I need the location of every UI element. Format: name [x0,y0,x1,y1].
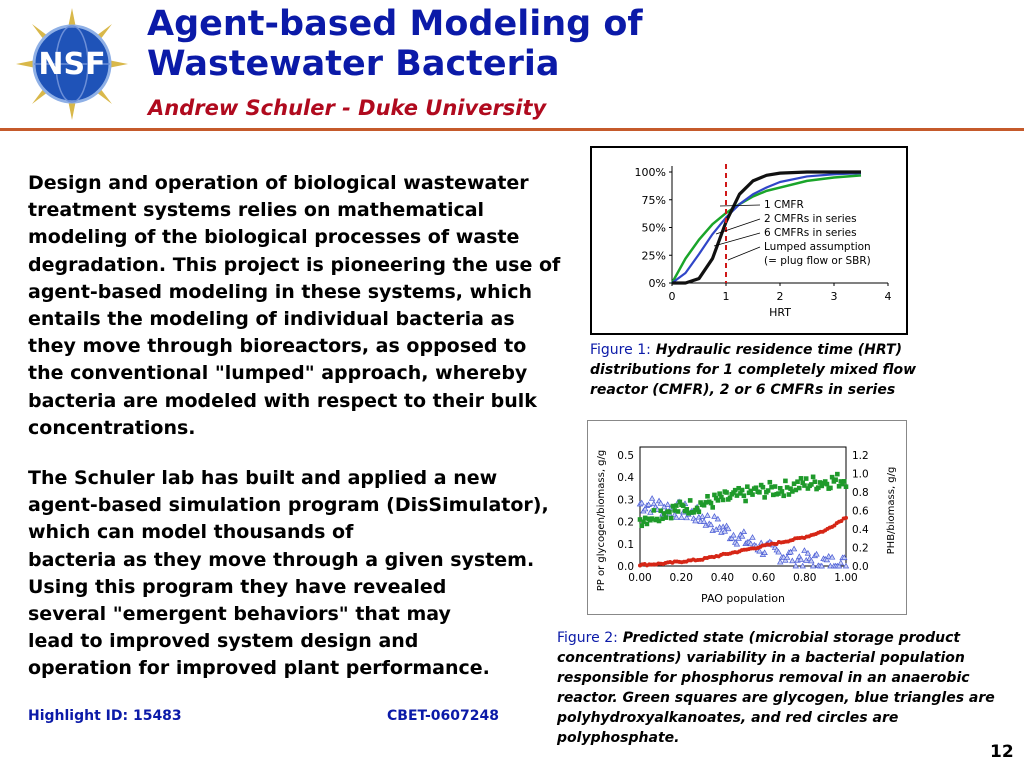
f2-y-tick-label: 0.4 [617,472,634,485]
paragraph-2: The Schuler lab has built and applied a new agent-based simulation program (DisSimulator), which can model thousands of bacteria as they move through a given system. Using this program they have revealed several "emergent behaviors" that may lead to improved system design and operation for improved plant performance. [28,467,549,680]
f2-phb-point [838,560,843,565]
f2-x-tick-label: 0.20 [669,572,693,584]
f1-legend-pointer [720,205,760,206]
highlight-id: Highlight ID: 15483 [28,708,182,724]
nsf-logo [16,8,128,120]
f2-glycogen-point [667,510,672,515]
f2-glycogen-point [639,523,644,528]
figure-2-label: Figure 2: [557,630,618,646]
f1-x-tick-label: 0 [668,290,676,303]
f2-glycogen-point [750,492,755,497]
f1-y-tick-label: 100% [634,166,666,179]
f2-phb-point [790,558,795,563]
header-divider [0,128,1024,131]
f2-phb-point [650,496,655,501]
f2-glycogen-point [762,495,767,500]
f2-y2-tick-label: 0.2 [852,542,869,555]
f2-y-axis-title: PP or glycogen/biomass, g/g [596,449,607,592]
f1-x-axis-title: HRT [769,306,791,319]
f2-glycogen-point [664,515,669,520]
f1-legend-label: 1 CMFR [764,199,804,211]
f2-y-tick-label: 0.5 [617,450,634,462]
author-byline: Andrew Schuler - Duke University [148,96,547,120]
f2-glycogen-point [740,488,745,493]
f2-phb-point [712,514,717,519]
f2-glycogen-point [652,508,657,513]
f2-phb-point [700,514,705,519]
f2-glycogen-point [844,484,849,489]
title-line-2: Wastewater Bacteria [147,44,560,84]
f2-glycogen-point [697,509,702,514]
f2-glycogen-point [842,479,847,484]
f2-glycogen-point [835,472,840,477]
f2-phb-point [705,513,710,518]
page-number: 12 [990,742,1014,762]
f2-glycogen-point [804,476,809,481]
f2-pp-point [844,516,848,520]
f2-y-tick-label: 0.0 [617,561,634,573]
figure-2-caption-text: Predicted state (microbial storage product concentrations) variability in a bacterial population responsible for phosphorus removal in an anaerobic reactor. Green squares are glycogen, blue triangles are polyhydroxyalkanoates, and red circles are polyphosphate. [557,630,995,746]
f2-phb-point [750,535,755,540]
figure-1-label: Figure 1: [590,342,651,358]
f2-x-axis-title: PAO population [701,592,785,605]
f2-y2-tick-label: 0.4 [852,524,869,536]
f2-phb-point [778,559,783,564]
f1-x-tick-label: 4 [884,290,892,303]
title-line-1: Agent-based Modeling of [147,4,643,44]
f2-glycogen-point [688,498,693,503]
f2-x-tick-label: 0.80 [793,572,817,584]
f2-glycogen-point [721,498,726,503]
f1-x-tick-label: 1 [722,290,730,303]
logo-text: NSF [38,47,106,82]
f2-x-tick-label: 0.40 [710,572,735,584]
f2-phb-point [802,548,807,553]
f2-glycogen-point [768,480,773,485]
f2-glycogen-point [813,479,818,484]
f2-y2-tick-label: 0.6 [852,505,869,518]
f2-y2-tick-label: 0.8 [852,487,869,499]
f2-glycogen-point [781,493,786,498]
f2-glycogen-point [669,516,674,521]
f2-phb-point [665,502,670,507]
f1-legend-label: (= plug flow or SBR) [764,255,871,267]
f2-y-tick-label: 0.3 [617,494,634,507]
f1-y-tick-label: 25% [641,249,666,263]
figure-2-caption [557,628,1017,748]
f2-glycogen-point [828,486,833,491]
figure-1-caption-text: Hydraulic residence time (HRT) distributions for 1 completely mixed flow reactor (CMFR), 2 or 6 CMFRs in series [590,342,917,398]
f2-glycogen-point [757,490,762,495]
f2-phb-point [791,546,796,551]
f2-glycogen-point [773,484,778,489]
f1-y-tick-label: 0% [648,277,666,290]
f2-y2-tick-label: 1.0 [852,468,869,481]
f2-glycogen-point [811,475,816,480]
paragraph-1: Design and operation of biological wastewater treatment systems relies on mathematical modeling of the biological processes of waste degradation. This project is pioneering the use of agent-based modeling in these systems, which entails the modeling of individual bacteria as they move through bioreactors, as opposed to the conventional "lumped" approach, whereby bacteria are modeled with respect to their bulk concentrations. [28,172,561,439]
f2-glycogen-point [709,501,714,506]
f2-phb-point [731,533,736,538]
f2-glycogen-point [684,507,689,512]
f2-phb-point [679,515,684,520]
page-title [147,4,643,84]
figure-1-caption [590,340,970,400]
f2-glycogen-point [742,493,747,498]
f2-glycogen-point [783,479,788,484]
f1-legend-label: 2 CMFRs in series [764,213,857,225]
f2-x-tick-label: 0.60 [751,572,776,584]
f2-y-tick-label: 0.2 [617,516,634,529]
figure-2-chart [587,420,907,615]
award-number: CBET-0607248 [387,708,499,724]
f1-y-tick-label: 50% [641,221,666,235]
f1-legend-pointer [728,247,760,260]
f2-glycogen-point [833,477,838,482]
f2-glycogen-point [797,486,802,491]
f1-y-tick-label: 75% [641,193,666,207]
f2-glycogen-point [761,485,766,490]
f2-y2-axis-title: PHB/biomass, g/g [886,466,897,555]
f1-x-tick-label: 3 [830,290,838,303]
f1-x-tick-label: 2 [776,290,784,303]
f2-glycogen-point [705,494,710,499]
f2-glycogen-point [754,485,759,490]
f2-glycogen-point [676,509,681,514]
f2-y-tick-label: 0.1 [617,538,634,551]
program-name: DisSimulator [394,494,533,517]
f2-glycogen-point [710,505,715,510]
f2-x-tick-label: 1.00 [834,572,858,584]
f2-glycogen-point [745,484,750,489]
f1-legend-label: Lumped assumption [764,241,871,253]
f1-legend-label: 6 CMFRs in series [764,227,857,239]
f2-phb-point [741,529,746,534]
f2-glycogen-point [743,499,748,504]
f2-glycogen-point [724,490,729,495]
figure-1-chart [590,146,908,335]
f2-x-tick-label: 0.00 [628,572,652,584]
f2-y2-tick-label: 1.2 [852,450,869,462]
f2-glycogen-point [799,476,804,481]
f2-y2-tick-label: 0.0 [852,561,869,573]
f2-glycogen-point [780,489,785,494]
